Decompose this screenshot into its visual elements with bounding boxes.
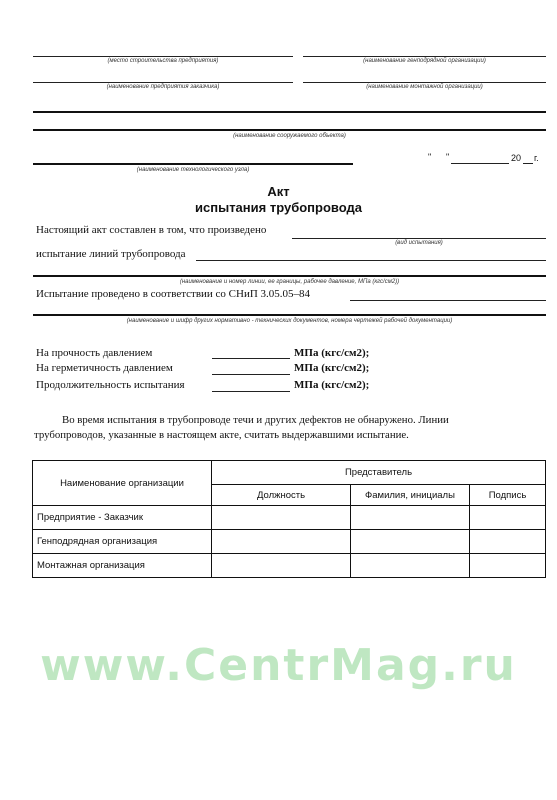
table-row [33, 554, 546, 578]
signature-table [32, 460, 546, 578]
line-info-line [33, 275, 546, 277]
tightness-unit: МПа (кгс/см2); [294, 362, 370, 374]
header-representative: Представитель [212, 461, 546, 485]
date-year-prefix: 20 [511, 153, 522, 163]
line-test-text: испытание линий трубопровода [36, 248, 186, 260]
strength-value-line [212, 358, 290, 359]
node-line [33, 163, 353, 165]
org-name-cell: Генподрядная организация [33, 530, 212, 554]
strength-label: На прочность давлением [36, 347, 153, 359]
org-name-cell: Монтажная организация [33, 554, 212, 578]
date-year-suffix: г. [534, 153, 539, 163]
table-row [33, 506, 546, 530]
duration-value-line [212, 391, 290, 392]
test-type-line [292, 238, 546, 239]
header-organization: Наименование организации [33, 461, 212, 506]
installer-line [303, 82, 546, 83]
header-position: Должность [212, 485, 351, 506]
date-quote-close: " [446, 152, 450, 162]
position-cell[interactable] [212, 554, 351, 578]
intro-text: Настоящий акт составлен в том, что произведено [36, 224, 267, 236]
line-test-line [196, 260, 546, 261]
header-name: Фамилия, инициалы [351, 485, 470, 506]
test-type-caption: (вид испытания) [395, 240, 443, 246]
object-line-2 [33, 129, 546, 131]
name-cell[interactable] [351, 530, 470, 554]
object-caption: (наименование сооружаемого объекта) [233, 133, 346, 139]
docs-caption: (наименование и шифр других нормативно - технических документов, номера чертежей рабочей документации) [126, 318, 453, 324]
snip-text: Испытание проведено в соответствии со СНиП 3.05.05–84 [36, 288, 311, 300]
date-year-line [523, 163, 533, 164]
header-signature: Подпись [470, 485, 546, 506]
duration-label: Продолжительность испытания [36, 379, 185, 391]
tightness-label: На герметичность давлением [36, 362, 173, 374]
construction-site-caption: (место строительства предприятия) [107, 58, 219, 64]
conclusion-line-2: трубопроводов, указанные в настоящем акте, считать выдержавшими испытание. [34, 429, 409, 441]
node-caption: (наименование технологического узла) [136, 167, 250, 173]
general-contractor-caption: (наименование генподрядной организации) [363, 58, 486, 64]
customer-caption: (наименование предприятия заказчика) [106, 84, 220, 90]
object-line-1 [33, 111, 546, 113]
strength-unit: МПа (кгс/см2); [294, 347, 370, 359]
position-cell[interactable] [212, 506, 351, 530]
snip-line [350, 300, 546, 301]
customer-line [33, 82, 293, 83]
signature-cell[interactable] [470, 506, 546, 530]
general-contractor-line [303, 56, 546, 57]
org-name-cell: Предприятие - Заказчик [33, 506, 212, 530]
name-cell[interactable] [351, 506, 470, 530]
position-cell[interactable] [212, 530, 351, 554]
line-info-caption: (наименование и номер линии, ее границы, рабочее давление, МПа (кгс/см2)) [179, 279, 400, 285]
date-quote-open: " [428, 152, 432, 162]
name-cell[interactable] [351, 554, 470, 578]
tightness-value-line [212, 374, 290, 375]
table-row [33, 530, 546, 554]
date-month-line [451, 163, 509, 164]
docs-line [33, 314, 546, 316]
document-title: Акт [267, 184, 290, 199]
installer-caption: (наименование монтажной организации) [366, 84, 483, 90]
signature-cell[interactable] [470, 554, 546, 578]
duration-unit: МПа (кгс/см2); [294, 379, 370, 391]
document-subtitle: испытания трубопровода [195, 200, 362, 215]
construction-site-line [33, 56, 293, 57]
watermark: www.CentrMag.ru [40, 640, 517, 691]
signature-cell[interactable] [470, 530, 546, 554]
conclusion-line-1: Во время испытания в трубопроводе течи и других дефектов не обнаружено. Линии [62, 414, 449, 426]
